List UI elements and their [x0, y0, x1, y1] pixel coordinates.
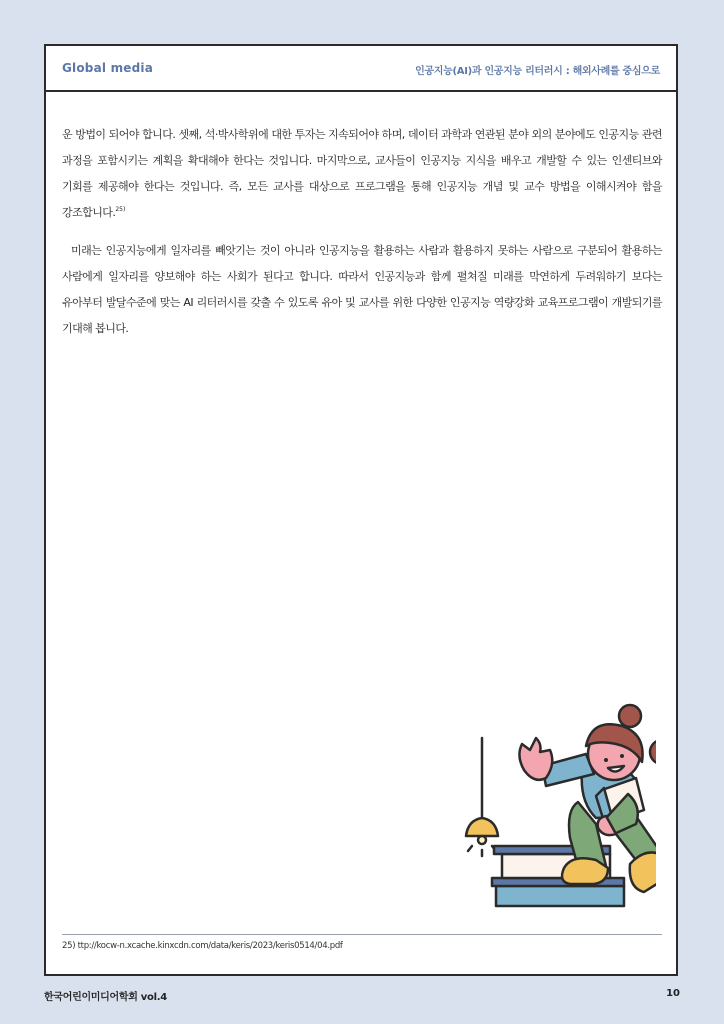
brand-label: Global media [62, 61, 154, 75]
head-icon [586, 705, 656, 780]
raised-hand-icon [519, 738, 552, 780]
person-reading-illustration [446, 678, 656, 908]
footnote-text: 25) ttp://kocw-n.xcache.kinxcdn.com/data/keris/2023/keris0514/04.pdf [62, 941, 343, 951]
paragraph-1-text: 운 방법이 되어야 합니다. 셋째, 석·박사학위에 대한 투자는 지속되어야 하며, 데이터 과학과 연관된 분야 외의 분야에도 인공지능 관련 과정을 포함시키는 계획을 확대해야 한다는 것입니다. 마지막으로, 교사들이 인공지능 지식을 배우고 개발할 수 있는 인센티브와 기회를 제공해야 한다는 것입니다. 즉, 모든 교사를 대상으로 프로그램을 통해 인공지능 개념 및 교수 방법을 이해시켜야 함을 강조합니다. [62, 128, 662, 219]
page-number: 10 [666, 988, 680, 999]
footnote-reference[interactable]: 25) [115, 206, 126, 213]
page-header [46, 46, 676, 92]
page-frame [44, 44, 678, 976]
publication-label: 한국어린이미디어학회 vol.4 [44, 992, 167, 1003]
paragraph-2: 미래는 인공지능에게 일자리를 빼앗기는 것이 아니라 인공지능을 활용하는 사람과 활용하지 못하는 사람으로 구분되어 활용하는 사람에게 일자리를 양보해야 하는 사회가 된다고 합니다. 따라서 인공지능과 함께 펼쳐질 미래를 막연하게 두려워하기 보다는 유아부터 발달수준에 맞는 AI 리터러시를 갖출 수 있도록 유아 및 교사를 위한 다양한 인공지능 역량강화 교육프로그램이 개발되기를 기대해 봅니다. [62, 244, 662, 335]
paragraph-1 [62, 122, 662, 226]
footnote-divider [62, 934, 662, 935]
article-body [62, 122, 662, 342]
hanging-lamp-icon [466, 738, 498, 856]
running-title: 인공지능(AI)과 인공지능 리터러시 : 해외사례를 중심으로 [415, 66, 660, 77]
